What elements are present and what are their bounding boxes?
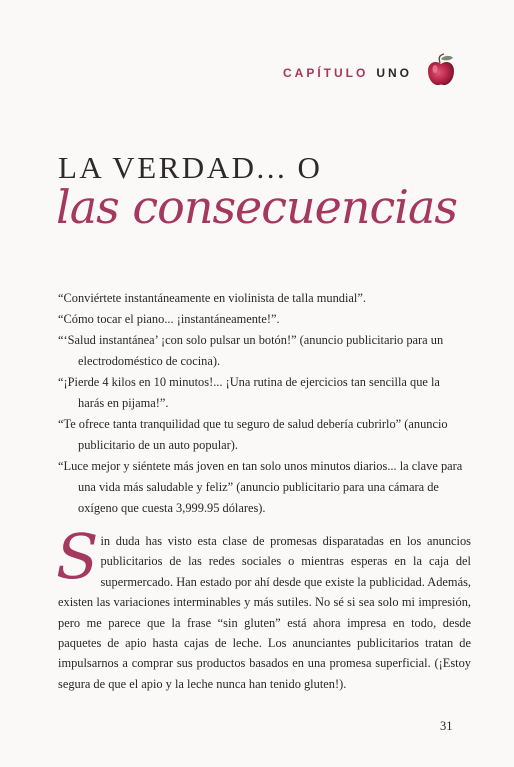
quote-item: “Conviértete instantáneamente en violinista de talla mundial”. — [58, 291, 366, 305]
body-paragraph — [56, 520, 471, 694]
chapter-label — [283, 66, 412, 80]
quote-list — [58, 288, 468, 519]
drop-cap: S — [56, 520, 99, 593]
chapter-title: LA VERDAD... O — [58, 150, 323, 185]
body-text: in duda has visto esta clase de promesas disparatadas en los anuncios publicitarios de las redes sociales o mientras esperas en la caja del supermercado. Han estado por ahí desde que existe la publicidad. Además, existen las variaciones interminables y más sutiles. No sé si sea solo mi impresión, pero me parece que la frase “sin gluten” está ahora impresa en todo, desde paquetes de apio hasta cajas de leche. Los anunciantes publicitarios tratan de impulsarnos a comprar sus productos basados en una promesa superficial. (¡Estoy segura de que el apio y la leche nunca han tenido gluten!). — [58, 534, 471, 691]
quote-item: “Cómo tocar el piano... ¡instantáneamente!”. — [58, 312, 280, 326]
quote-item: “¡Pierde 4 kilos en 10 minutos!... ¡Una rutina de ejercicios tan sencilla que la harás en pijama!”. — [58, 375, 440, 410]
quote-item: “Luce mejor y siéntete más joven en tan solo unos minutos diarios... la clave para una vida más saludable y feliz” (anuncio publicitario para una cámara de oxígeno que cuesta 3,999.95 dólares). — [58, 459, 463, 515]
apple-icon — [426, 53, 456, 87]
page-number: 31 — [440, 719, 453, 733]
quote-item: “Te ofrece tanta tranquilidad que tu seguro de salud debería cubrirlo” (anuncio publicitario de un auto popular). — [58, 417, 448, 452]
chapter-number: UNO — [376, 66, 413, 80]
chapter-word: CAPÍTULO — [283, 66, 369, 80]
quote-item: “‘Salud instantánea’ ¡con solo pulsar un botón!” (anuncio publicitario para un electrodoméstico de cocina). — [58, 333, 444, 368]
chapter-title-script: las consecuencias — [56, 180, 458, 234]
